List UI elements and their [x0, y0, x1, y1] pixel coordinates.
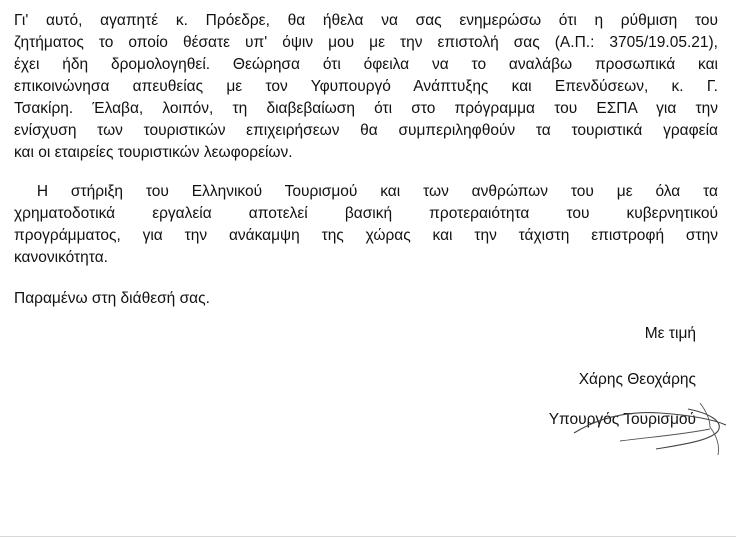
paragraph-line: Η στήριξη του Ελληνικού Τουρισμού και των ανθρώπων του με όλα τα	[14, 183, 718, 200]
paragraph-line: Γι' αυτό, αγαπητέ κ. Πρόεδρε, θα ήθελα να σας ενημερώσω ότι η ρύθμιση του	[14, 12, 718, 29]
paragraph-line: ενίσχυση των τουριστικών επιχειρήσεων θα συμπεριληφθούν τα τουριστικά γραφεία	[14, 122, 718, 139]
paragraph-line: κανονικότητα.	[14, 249, 108, 266]
paragraph-line: έχει ήδη δρομολογηθεί. Θεώρησα ότι όφειλα να το αναλάβω προσωπικά και	[14, 56, 718, 73]
closing-salutation: Με τιμή	[644, 325, 696, 342]
letter-paragraph-2	[14, 181, 718, 269]
letter-paragraph-3	[14, 288, 718, 310]
signer-title: Υπουργός Τουρισμού	[548, 411, 696, 428]
paragraph-line: ζητήματος το οποίο θέσατε υπ' όψιν μου με την επιστολή σας (Α.Π.: 3705/19.05.21),	[14, 34, 718, 51]
paragraph-line: επικοινώνησα απευθείας με τον Υφυπουργό Ανάπτυξης και Επενδύσεων, κ. Γ.	[14, 78, 718, 95]
paragraph-line: Παραμένω στη διάθεσή σας.	[14, 290, 210, 307]
letter-paragraph-1	[14, 10, 718, 164]
paragraph-line: και οι εταιρείες τουριστικών λεωφορείων.	[14, 144, 293, 161]
paragraph-line: χρηματοδοτικά εργαλεία αποτελεί βασική προτεραιότητα του κυβερνητικού	[14, 205, 718, 222]
paragraph-line: Τσακίρη. Έλαβα, λοιπόν, τη διαβεβαίωση ότι στο πρόγραμμα του ΕΣΠΑ για την	[14, 100, 718, 117]
paragraph-line: προγράμματος, για την ανάκαμψη της χώρας και την τάχιστη επιστροφή στην	[14, 227, 718, 244]
handwritten-signature-icon	[560, 395, 730, 465]
signer-name: Χάρης Θεοχάρης	[578, 371, 696, 388]
